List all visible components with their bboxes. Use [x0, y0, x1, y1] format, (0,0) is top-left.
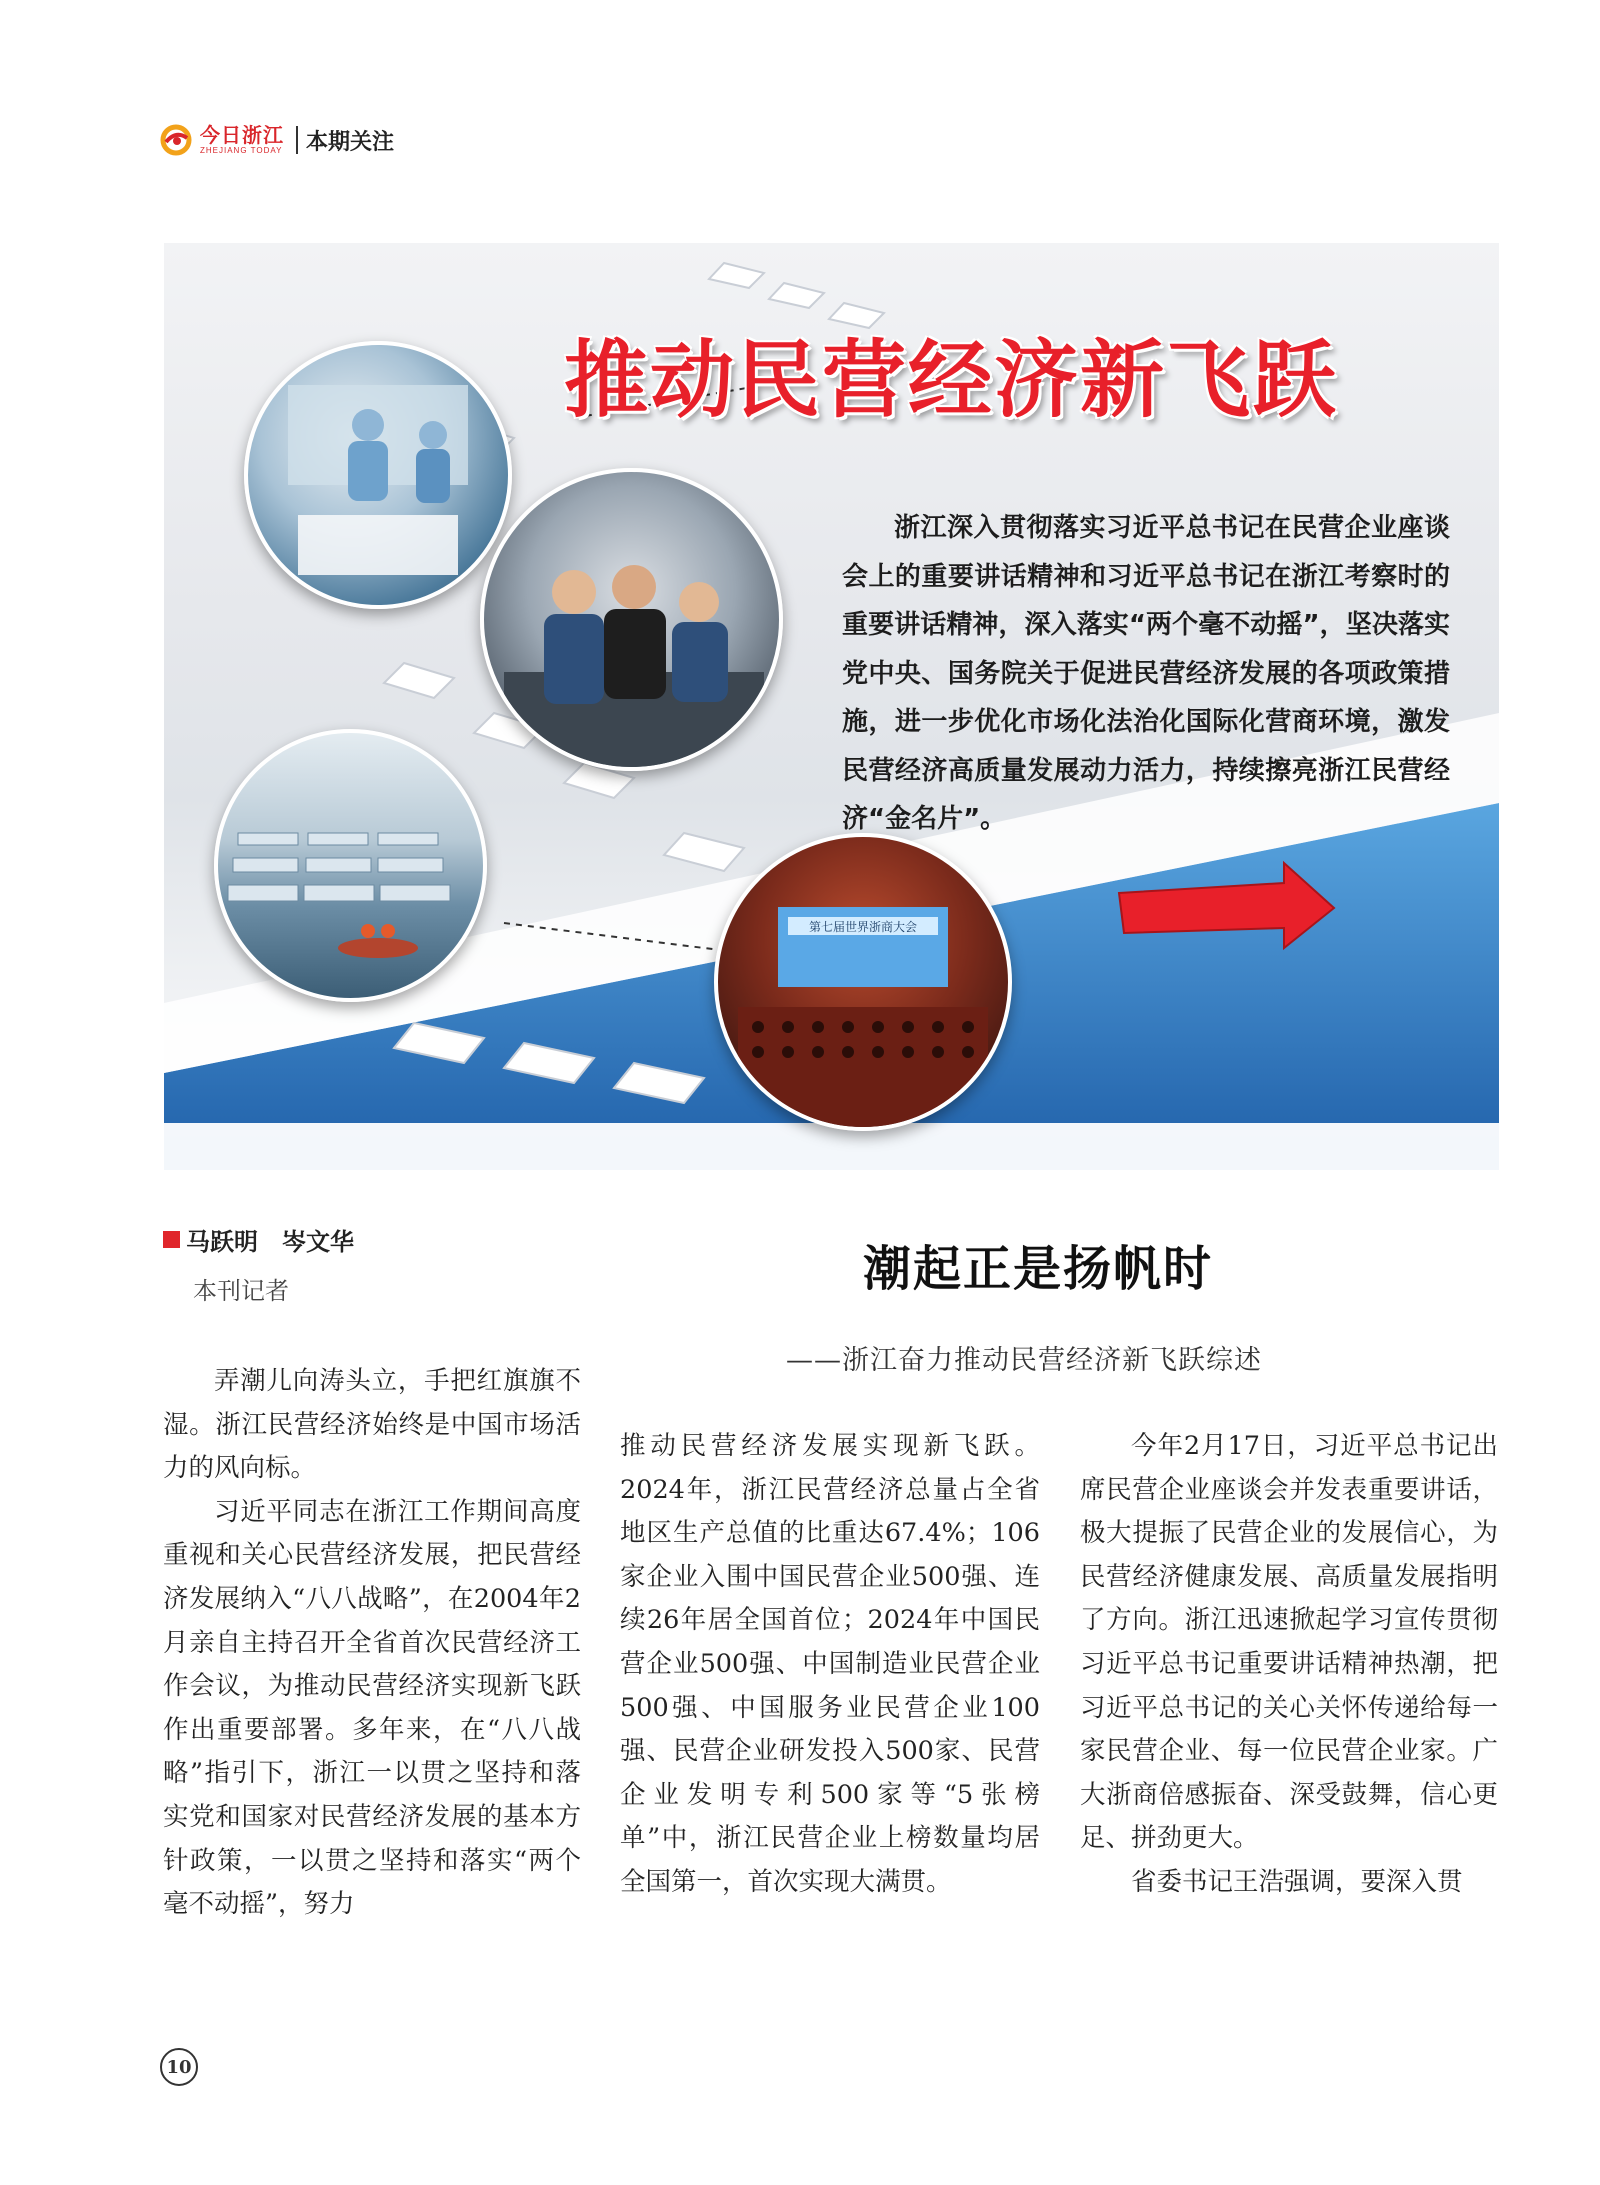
feature-banner — [164, 243, 1499, 1170]
logo-cn: 今日浙江 — [200, 123, 284, 147]
article-column-1 — [163, 1360, 581, 1927]
paragraph: 弄潮儿向涛头立，手把红旗旗不湿。浙江民营经济始终是中国市场活力的风向标。 — [163, 1366, 581, 1484]
article-subtitle: ——浙江奋力推动民营经济新飞跃综述 — [786, 1345, 1262, 1376]
article-column-2 — [620, 1425, 1040, 1905]
zhejiang-today-logo-icon — [160, 124, 192, 156]
paragraph: 习近平同志在浙江工作期间高度重视和关心民营经济发展，把民营经济发展纳入“八八战略”，在2004年2月亲自主持召开全省首次民营经济工作会议，为推动民营经济实现新飞跃作出重要部署。多年来，在“八八战略”指引下，浙江一以贯之坚持和落实党和国家对民营经济发展的基本方针政策，一以贯之坚持和落实“两个毫不动摇”，努力 — [163, 1496, 581, 1920]
byline — [163, 1222, 354, 1306]
banner-lead-text: 浙江深入贯彻落实习近平总书记在民营企业座谈会上的重要讲话精神和习近平总书记在浙江考察时的重要讲话精神，深入落实“两个毫不动摇”，坚决落实党中央、国务院关于促进民营经济发展的各项政策措施，进一步优化市场化法治化国际化营商环境，激发民营经济高质量发展动力活力，持续擦亮浙江民营经济“金名片”。 — [842, 513, 1450, 834]
author-role: 本刊记者 — [193, 1277, 289, 1305]
author-names-text: 马跃明 岑文华 — [186, 1228, 354, 1256]
banner-title: 推动民营经济新飞跃 — [564, 331, 1339, 429]
logo-text — [200, 125, 284, 155]
article-title: 潮起正是扬帆时 — [863, 1241, 1214, 1297]
photo-solar-farm — [214, 729, 487, 1002]
header-divider — [296, 126, 298, 154]
paragraph: 今年2月17日，习近平总书记出席民营企业座谈会并发表重要讲话，极大提振了民营企业的发展信心，为民营经济健康发展、高质量发展指明了方向。浙江迅速掀起学习宣传贯彻习近平总书记重要讲话精神热潮，把习近平总书记的关心关怀传递给每一家民营企业、每一位民营企业家。广大浙商倍感振奋、深受鼓舞，信心更足、拼劲更大。 — [1080, 1431, 1498, 1854]
photo-inspection-officers — [480, 468, 783, 771]
photo-zhejiang-merchants-conference — [714, 833, 1012, 1131]
paragraph: 省委书记王浩强调，要深入贯 — [1131, 1866, 1463, 1897]
paragraph: 推动民营经济发展实现新飞跃。2024年，浙江民营经济总量占全省地区生产总值的比重达67.4%；106家企业入围中国民营企业500强、连续26年居全国首位；2024年中国民营企业500强、中国制造业民营企业500强、中国服务业民营企业100强、民营企业研发投入500家、民营企业发明专利500家等“5张榜单”中，浙江民营企业上榜数量均居全国第一，首次实现大满贯。 — [620, 1431, 1040, 1897]
article-column-3 — [1080, 1425, 1498, 1905]
logo-en: ZHEJIANG TODAY — [200, 146, 283, 155]
page-header — [160, 120, 394, 160]
photo-factory-workers — [244, 341, 512, 609]
section-label: 本期关注 — [306, 129, 395, 155]
page-number: 10 — [160, 2048, 198, 2086]
conference-screen-text: 第七届世界浙商大会 — [808, 920, 918, 934]
author-names — [163, 1222, 354, 1257]
red-square-icon — [163, 1231, 180, 1248]
